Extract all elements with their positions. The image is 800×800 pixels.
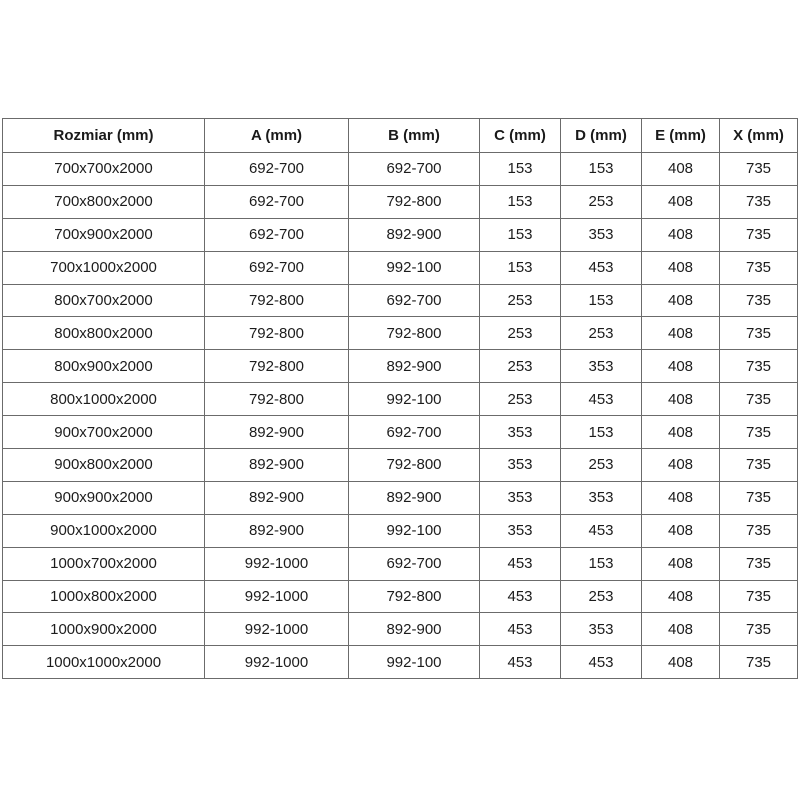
dimension-value-cell: 735 <box>720 251 798 284</box>
dimension-value-cell: 408 <box>642 153 720 186</box>
dimension-value-cell: 253 <box>480 284 561 317</box>
dimension-value-cell: 153 <box>561 153 642 186</box>
dimension-value-cell: 892-900 <box>205 449 349 482</box>
dimension-value-cell: 992-100 <box>349 251 480 284</box>
column-header-c: C (mm) <box>480 119 561 153</box>
dimension-value-cell: 153 <box>480 251 561 284</box>
size-cell: 800x1000x2000 <box>3 383 205 416</box>
dimension-value-cell: 792-800 <box>349 317 480 350</box>
size-cell: 900x700x2000 <box>3 416 205 449</box>
dimension-value-cell: 735 <box>720 350 798 383</box>
dimension-value-cell: 735 <box>720 153 798 186</box>
dimension-value-cell: 353 <box>480 449 561 482</box>
dimension-value-cell: 735 <box>720 284 798 317</box>
dimensions-table <box>2 118 798 679</box>
dimension-value-cell: 408 <box>642 317 720 350</box>
header-row <box>3 119 798 153</box>
dimension-value-cell: 153 <box>561 284 642 317</box>
dimension-value-cell: 408 <box>642 218 720 251</box>
dimension-value-cell: 408 <box>642 580 720 613</box>
table-row <box>3 646 798 679</box>
table-row <box>3 284 798 317</box>
table-row <box>3 416 798 449</box>
dimension-value-cell: 353 <box>561 218 642 251</box>
dimension-value-cell: 453 <box>561 251 642 284</box>
dimension-value-cell: 253 <box>480 383 561 416</box>
dimension-value-cell: 408 <box>642 350 720 383</box>
dimension-value-cell: 353 <box>480 481 561 514</box>
dimension-value-cell: 453 <box>480 547 561 580</box>
dimension-value-cell: 353 <box>480 514 561 547</box>
size-cell: 1000x900x2000 <box>3 613 205 646</box>
column-header-e: E (mm) <box>642 119 720 153</box>
dimension-value-cell: 992-1000 <box>205 580 349 613</box>
dimension-value-cell: 735 <box>720 383 798 416</box>
dimension-value-cell: 735 <box>720 317 798 350</box>
dimension-value-cell: 735 <box>720 613 798 646</box>
size-cell: 900x800x2000 <box>3 449 205 482</box>
size-cell: 1000x700x2000 <box>3 547 205 580</box>
column-header-x: X (mm) <box>720 119 798 153</box>
size-cell: 700x700x2000 <box>3 153 205 186</box>
dimension-value-cell: 992-100 <box>349 646 480 679</box>
dimension-value-cell: 735 <box>720 416 798 449</box>
dimension-value-cell: 992-100 <box>349 383 480 416</box>
dimension-value-cell: 408 <box>642 416 720 449</box>
dimension-value-cell: 892-900 <box>205 416 349 449</box>
dimension-value-cell: 408 <box>642 646 720 679</box>
dimension-value-cell: 692-700 <box>349 153 480 186</box>
table-row <box>3 251 798 284</box>
dimension-value-cell: 453 <box>480 646 561 679</box>
dimension-value-cell: 353 <box>561 613 642 646</box>
size-cell: 1000x1000x2000 <box>3 646 205 679</box>
dimension-value-cell: 892-900 <box>349 350 480 383</box>
dimension-value-cell: 153 <box>480 185 561 218</box>
dimension-value-cell: 453 <box>561 646 642 679</box>
dimension-value-cell: 735 <box>720 547 798 580</box>
table-row <box>3 185 798 218</box>
column-header-b: B (mm) <box>349 119 480 153</box>
table-row <box>3 547 798 580</box>
dimension-value-cell: 453 <box>480 580 561 613</box>
size-cell: 1000x800x2000 <box>3 580 205 613</box>
dimension-value-cell: 408 <box>642 481 720 514</box>
table-row <box>3 481 798 514</box>
dimension-value-cell: 792-800 <box>349 580 480 613</box>
dimension-value-cell: 735 <box>720 218 798 251</box>
dimension-value-cell: 692-700 <box>205 251 349 284</box>
dimension-value-cell: 253 <box>561 580 642 613</box>
dimension-value-cell: 735 <box>720 514 798 547</box>
dimension-value-cell: 408 <box>642 547 720 580</box>
dimension-value-cell: 792-800 <box>205 383 349 416</box>
dimension-value-cell: 892-900 <box>349 481 480 514</box>
table-row <box>3 350 798 383</box>
dimension-value-cell: 408 <box>642 383 720 416</box>
dimension-value-cell: 453 <box>561 383 642 416</box>
dimension-value-cell: 735 <box>720 185 798 218</box>
dimension-value-cell: 735 <box>720 449 798 482</box>
dimension-value-cell: 253 <box>561 449 642 482</box>
dimension-value-cell: 792-800 <box>205 284 349 317</box>
dimension-value-cell: 408 <box>642 514 720 547</box>
dimension-value-cell: 253 <box>561 185 642 218</box>
dimension-value-cell: 408 <box>642 251 720 284</box>
dimension-value-cell: 992-100 <box>349 514 480 547</box>
dimension-value-cell: 253 <box>561 317 642 350</box>
dimension-value-cell: 792-800 <box>205 350 349 383</box>
dimension-value-cell: 992-1000 <box>205 547 349 580</box>
dimension-value-cell: 253 <box>480 317 561 350</box>
dimension-value-cell: 408 <box>642 613 720 646</box>
dimension-value-cell: 992-1000 <box>205 613 349 646</box>
dimension-value-cell: 792-800 <box>349 185 480 218</box>
dimension-value-cell: 792-800 <box>349 449 480 482</box>
dimension-value-cell: 692-700 <box>349 547 480 580</box>
table-row <box>3 449 798 482</box>
dimension-value-cell: 892-900 <box>349 613 480 646</box>
size-cell: 900x900x2000 <box>3 481 205 514</box>
table-row <box>3 580 798 613</box>
dimension-value-cell: 735 <box>720 481 798 514</box>
column-header-rozmiar: Rozmiar (mm) <box>3 119 205 153</box>
dimension-value-cell: 408 <box>642 185 720 218</box>
dimension-value-cell: 408 <box>642 284 720 317</box>
size-cell: 700x800x2000 <box>3 185 205 218</box>
dimension-value-cell: 692-700 <box>205 218 349 251</box>
table-row <box>3 514 798 547</box>
table-row <box>3 613 798 646</box>
size-cell: 800x900x2000 <box>3 350 205 383</box>
dimension-value-cell: 892-900 <box>205 481 349 514</box>
table-row <box>3 317 798 350</box>
dimension-value-cell: 692-700 <box>205 185 349 218</box>
dimension-value-cell: 253 <box>480 350 561 383</box>
dimension-value-cell: 692-700 <box>349 416 480 449</box>
table-row <box>3 218 798 251</box>
dimension-value-cell: 453 <box>480 613 561 646</box>
dimension-value-cell: 692-700 <box>205 153 349 186</box>
size-cell: 700x900x2000 <box>3 218 205 251</box>
dimension-value-cell: 692-700 <box>349 284 480 317</box>
size-cell: 800x800x2000 <box>3 317 205 350</box>
dimension-value-cell: 892-900 <box>349 218 480 251</box>
dimension-value-cell: 892-900 <box>205 514 349 547</box>
dimension-value-cell: 153 <box>561 416 642 449</box>
size-cell: 700x1000x2000 <box>3 251 205 284</box>
dimension-value-cell: 792-800 <box>205 317 349 350</box>
size-cell: 800x700x2000 <box>3 284 205 317</box>
dimension-value-cell: 735 <box>720 580 798 613</box>
dimension-value-cell: 353 <box>480 416 561 449</box>
column-header-a: A (mm) <box>205 119 349 153</box>
dimension-value-cell: 992-1000 <box>205 646 349 679</box>
dimension-value-cell: 735 <box>720 646 798 679</box>
dimension-value-cell: 353 <box>561 350 642 383</box>
dimension-value-cell: 153 <box>561 547 642 580</box>
size-cell: 900x1000x2000 <box>3 514 205 547</box>
dimension-value-cell: 153 <box>480 153 561 186</box>
dimension-value-cell: 453 <box>561 514 642 547</box>
column-header-d: D (mm) <box>561 119 642 153</box>
dimension-value-cell: 408 <box>642 449 720 482</box>
table-row <box>3 383 798 416</box>
table-row <box>3 153 798 186</box>
dimension-value-cell: 353 <box>561 481 642 514</box>
dimension-value-cell: 153 <box>480 218 561 251</box>
